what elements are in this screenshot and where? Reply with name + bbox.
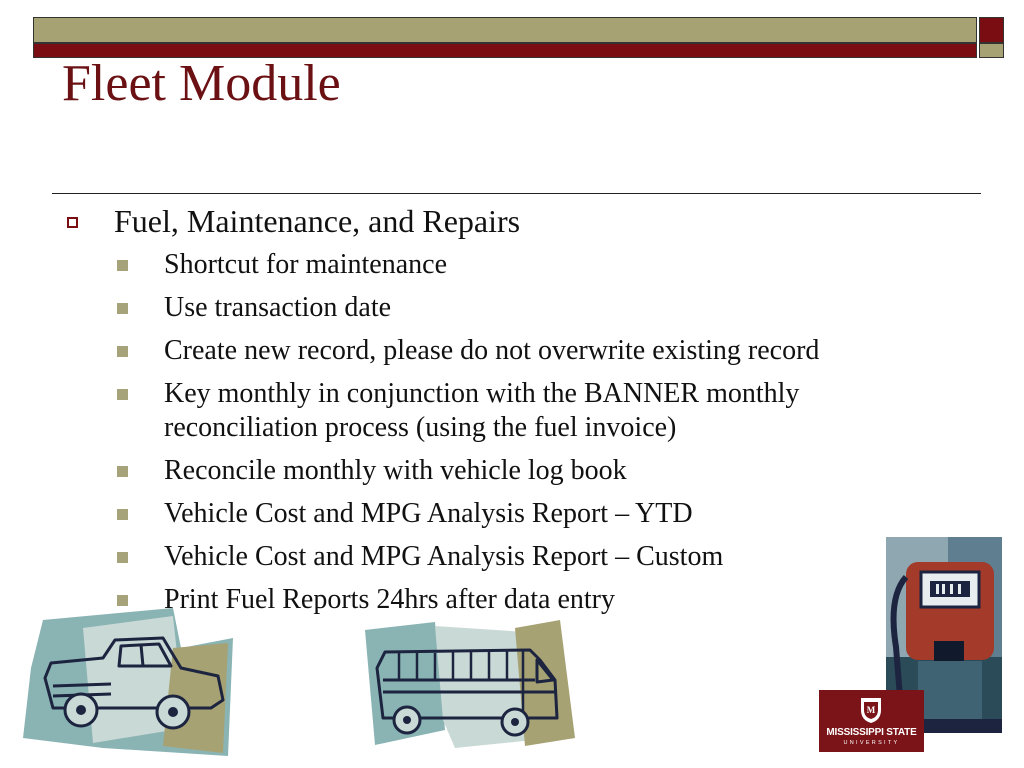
svg-text:M: M <box>866 705 876 715</box>
list-item: Print Fuel Reports 24hrs after data entry <box>0 583 1004 617</box>
list-item: Create new record, please do not overwrite existing record <box>0 334 1004 368</box>
header-square-olive <box>979 43 1004 58</box>
list-item: Key monthly in conjunction with the BANNER monthly reconciliation process (using the fuel invoice) <box>0 377 954 445</box>
list-item: Shortcut for maintenance <box>0 248 1004 282</box>
school-bus-icon <box>365 620 577 750</box>
main-bullet: Fuel, Maintenance, and Repairs <box>114 203 521 239</box>
hollow-square-bullet-icon <box>67 217 78 228</box>
header-square-maroon <box>979 17 1004 43</box>
university-shield-icon <box>859 696 883 724</box>
square-bullet-icon <box>117 509 128 520</box>
logo-name: MISSISSIPPI STATE <box>826 727 917 738</box>
pickup-truck-icon <box>23 608 233 756</box>
slide-title: Fleet Module <box>62 55 341 112</box>
logo-subtitle: UNIVERSITY <box>843 740 900 746</box>
sub-bullet-list <box>0 248 1004 626</box>
square-bullet-icon <box>117 389 128 400</box>
list-item: Reconcile monthly with vehicle log book <box>0 454 1004 488</box>
square-bullet-icon <box>117 595 128 606</box>
list-item: Vehicle Cost and MPG Analysis Report – YTD <box>0 497 1004 531</box>
square-bullet-icon <box>117 466 128 477</box>
square-bullet-icon <box>117 260 128 271</box>
square-bullet-icon <box>117 303 128 314</box>
list-item: Use transaction date <box>0 291 1004 325</box>
university-logo <box>819 690 924 752</box>
list-item: Vehicle Cost and MPG Analysis Report – Custom <box>0 540 1004 574</box>
square-bullet-icon <box>117 346 128 357</box>
square-bullet-icon <box>117 552 128 563</box>
header-bar-olive <box>33 17 977 43</box>
title-divider <box>52 193 981 194</box>
